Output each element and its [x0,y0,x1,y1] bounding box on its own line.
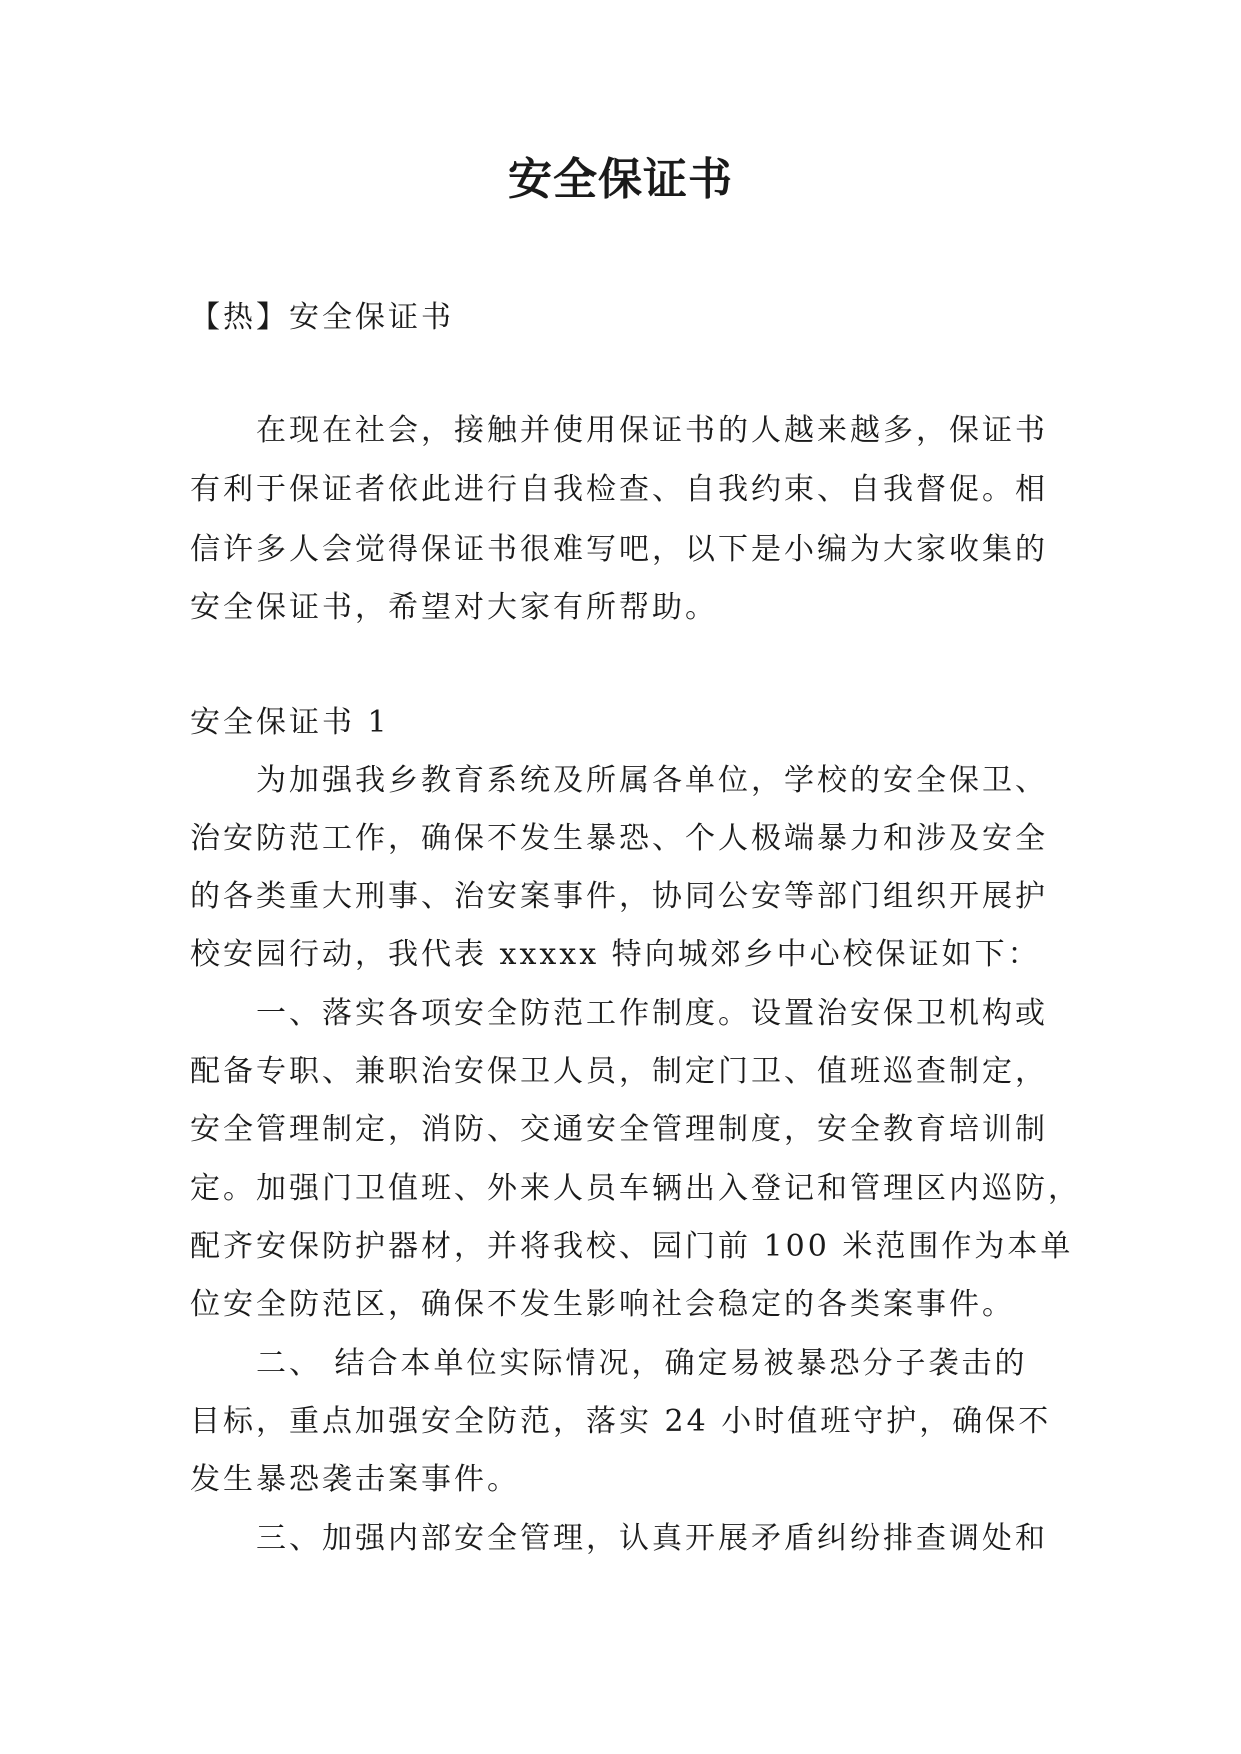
body-line: 的各类重大刑事、治安案事件，协同公安等部门组织开展护 [190,879,1048,914]
body-line: 定。加强门卫值班、外来人员车辆出入登记和管理区内巡防， [190,1171,1081,1206]
intro-line: 有利于保证者依此进行自我检查、自我约束、自我督促。相 [190,472,1048,507]
body-line: 治安防范工作，确保不发生暴恐、个人极端暴力和涉及安全 [190,821,1048,856]
intro-line: 在现在社会，接触并使用保证书的人越来越多，保证书 [256,413,1048,448]
intro-line: 信许多人会觉得保证书很难写吧，以下是小编为大家收集的 [190,532,1048,567]
body-line: 目标，重点加强安全防范，落实 24 小时值班守护，确保不 [190,1404,1052,1439]
intro-line: 安全保证书，希望对大家有所帮助。 [190,590,718,625]
body-line: 三、加强内部安全管理，认真开展矛盾纠纷排查调处和 [256,1521,1048,1556]
subtitle: 【热】安全保证书 [190,300,454,335]
body-line: 位安全防范区，确保不发生影响社会稳定的各类案事件。 [190,1287,1015,1322]
body-line: 配备专职、兼职治安保卫人员，制定门卫、值班巡查制定， [190,1054,1048,1089]
section-heading: 安全保证书 1 [190,705,390,740]
body-line: 发生暴恐袭击案事件。 [190,1462,520,1497]
document-title: 安全保证书 [508,154,733,205]
body-line: 配齐安保防护器材，并将我校、园门前 100 米范围作为本单 [190,1229,1074,1264]
body-line: 一、落实各项安全防范工作制度。设置治安保卫机构或 [256,996,1048,1031]
body-line: 为加强我乡教育系统及所属各单位，学校的安全保卫、 [256,763,1048,798]
body-line: 安全管理制定，消防、交通安全管理制度，安全教育培训制 [190,1112,1048,1147]
body-line: 校安园行动，我代表 xxxxx 特向城郊乡中心校保证如下： [190,937,1041,972]
body-line: 二、 结合本单位实际情况，确定易被暴恐分子袭击的 [256,1346,1028,1381]
